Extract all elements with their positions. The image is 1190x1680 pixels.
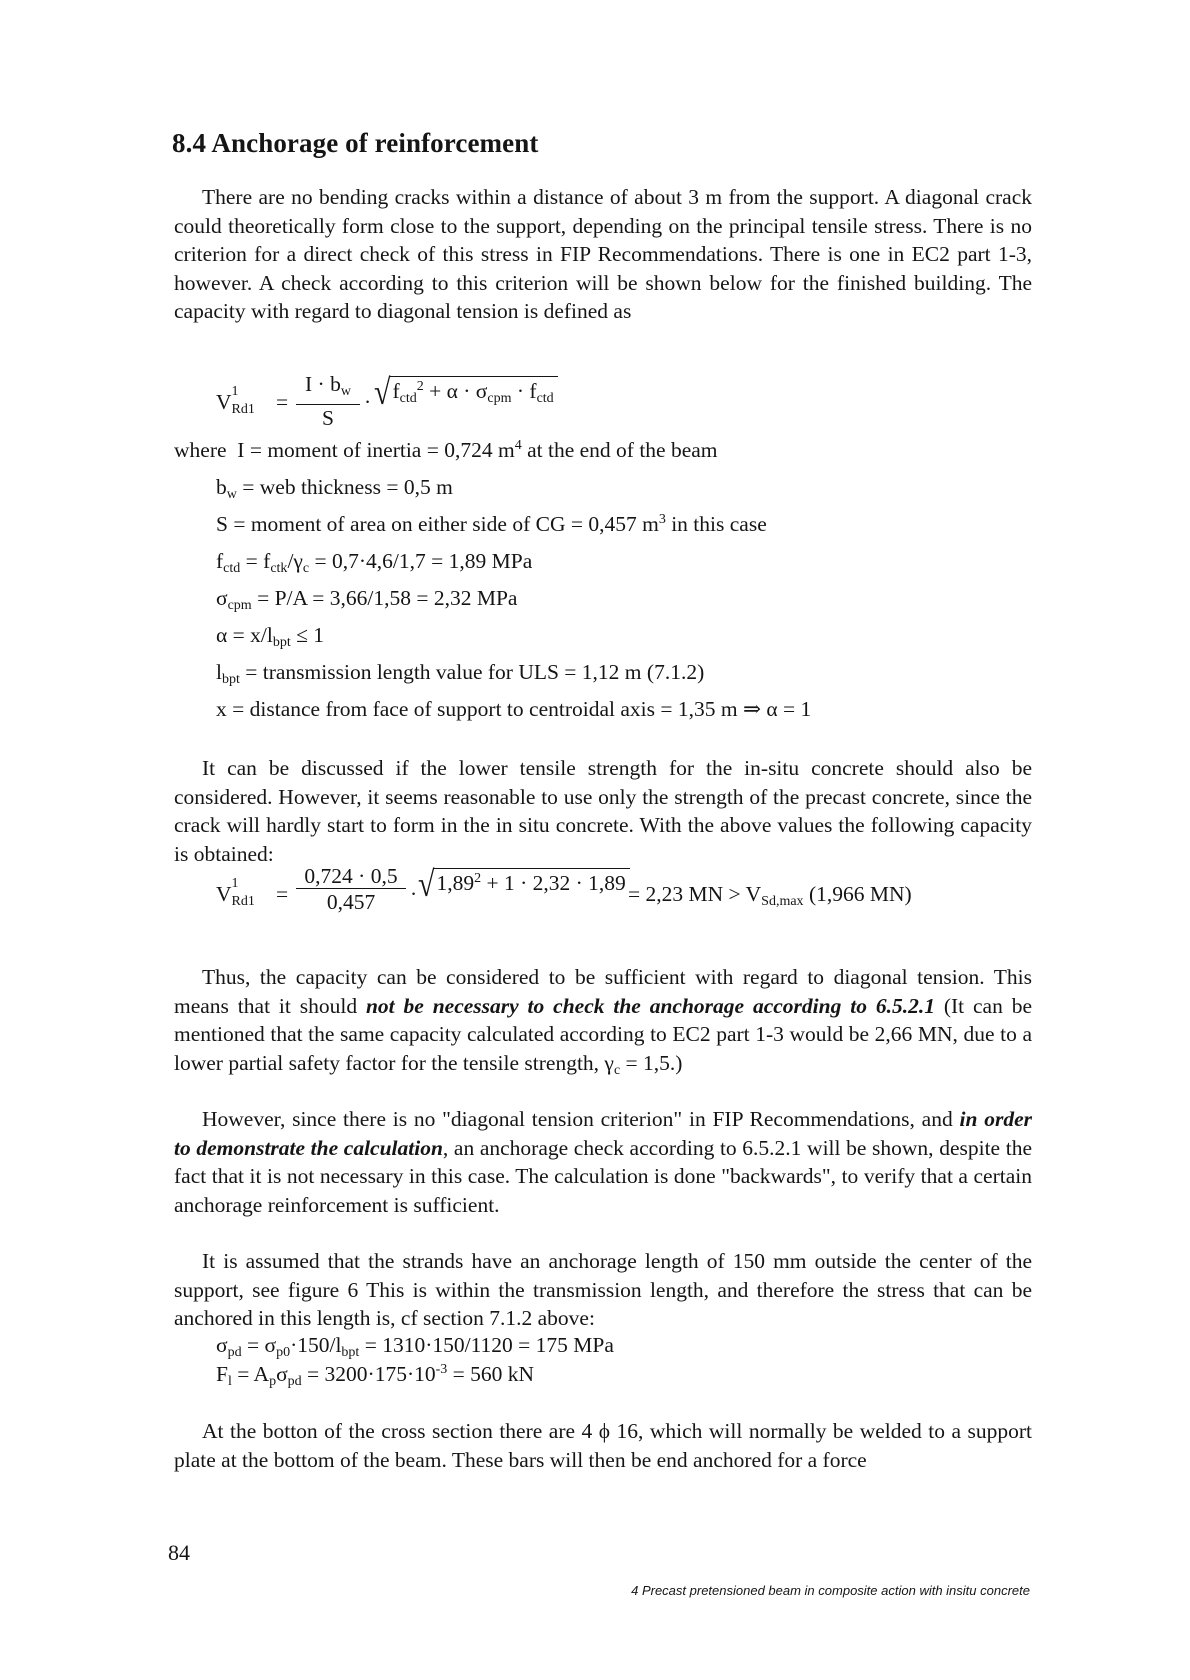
paragraph-intro [174, 183, 1032, 326]
emphasis-not-necessary: not be necessary to check the anchorage according to 6.5.2.1 [365, 993, 935, 1018]
formula1-dot: · [364, 390, 372, 414]
definition-S: S = moment of area on either side of CG = 0,457 $m^3$ in this case [216, 512, 767, 536]
formula1-root: $√f_{ctd}^2 + \alpha \cdot \sigma_{cpm} \cdot f_{ctd}$ [374, 376, 558, 410]
page-number: 84 [168, 1540, 190, 1565]
formula2-root: $√1,89^2 + 1 \cdot 2,32 \cdot 1,89$ [418, 868, 630, 902]
formula2-fraction: $\frac{0,724 \cdot 0,5}{0,457}$ [296, 864, 406, 915]
formula1-lhs: V 1 $_{Rd1}$ [216, 384, 255, 417]
definition-fctd: $f_{ctd} = f_{ctk}/\gamma_c = 0,7\cdot 4,6/1,7 = 1,89$ MPa [216, 549, 533, 576]
formula2-equals: = [276, 882, 289, 906]
definition-I: where I = moment of inertia = 0,724 $m^4$ at the end of the beam [174, 438, 718, 462]
formula1-equals: = [276, 390, 289, 414]
equation-force-l: $F_l = A_p\sigma_{pd} = 3200\cdot 175\cdot 10^{-3} = 560$ kN [216, 1362, 535, 1389]
formula2-dot: · [410, 882, 418, 906]
definition-sigma-cpm: $\sigma_{cpm} = P/A = 3,66/1,58 = 2,32$ MPa [216, 586, 518, 613]
emphasis-demonstrate: in order to demonstrate the calculation [174, 1107, 1032, 1160]
paragraph-conclusion: Thus, the capacity can be considered to be sufficient with regard to diagonal tension. This means that it should not be necessary to check the anchorage according to 6.5.2.1 (It can be mentioned that the same capacity calculated according to EC2 part 1-3 would be 2,66 MN, due to a lower partial safety factor for the tensile strength, $\gamma_c = 1,5$.) [174, 965, 1033, 1078]
paragraph-bottom-bars: At the botton of the cross section there are 4 ϕ 16, which will normally be welded to a support plate at the bottom of the beam. These bars will then be end anchored for a force [174, 1419, 1032, 1472]
section-heading: 8.4 Anchorage of reinforcement [172, 128, 539, 158]
paragraph-discussion: It can be discussed if the lower tensile strength for the in-situ concrete should also be considered. However, it seems reasonable to use only the strength of the precast concrete, since the crack will hardly start to form in the in situ concrete. With the above values the following capacity is obtained: [174, 756, 1032, 866]
paragraph-assumption: It is assumed that the strands have an anchorage length of 150 mm outside the center of the support, see figure 6 This is within the transmission length, and therefore the stress that can be anchored in this length is, cf section 7.1.2 above: [174, 1249, 1032, 1331]
paragraph-however: However, since there is no "diagonal tension criterion" in FIP Recommendations, and in order to demonstrate the calculation, an anchorage check according to 6.5.2.1 will be shown, despite the fact that it is not necessary in this case. The calculation is done "backwards", to verify that a certain anchorage reinforcement is sufficient. [174, 1107, 1032, 1217]
formula1-fraction: $\frac{I \cdot b_w}{S}$ [296, 372, 360, 431]
formula2-result: = 2,23 MN > $V_{Sd,max}$ (1,966 MN) [628, 882, 912, 909]
definition-bw: $b_w$ = web thickness = 0,5 m [216, 475, 453, 502]
definition-alpha: $\alpha = x/l_{bpt} \le 1$ [216, 623, 325, 650]
definition-lbpt: $l_{bpt}$ = transmission length value for ULS = 1,12 m (7.1.2) [216, 660, 705, 687]
paragraph-intro-text: There are no bending cracks within a distance of about 3 m from the support. A diagonal crack could theoretically form close to the support, depending on the principal tensile stress. There is no criterion for a direct check of this stress in FIP Recommendations. There is one in EC2 part 1-3, however. A check according to this criterion will be shown below for the finished building. The capacity with regard to diagonal tension is defined as [174, 185, 1032, 324]
running-title: 4 Precast pretensioned beam in composite action with insitu concrete [631, 1583, 1030, 1598]
equation-sigma-pd: $\sigma_{pd} = \sigma_{p0}\cdot 150/l_{bpt} = 1310\cdot 150/1120 = 175$ MPa [216, 1333, 614, 1360]
formula2-lhs: V 1 $_{Rd1}$ [216, 876, 255, 909]
definition-x: x = distance from face of support to centroidal axis = 1,35 m ⇒ α = 1 [216, 697, 812, 721]
